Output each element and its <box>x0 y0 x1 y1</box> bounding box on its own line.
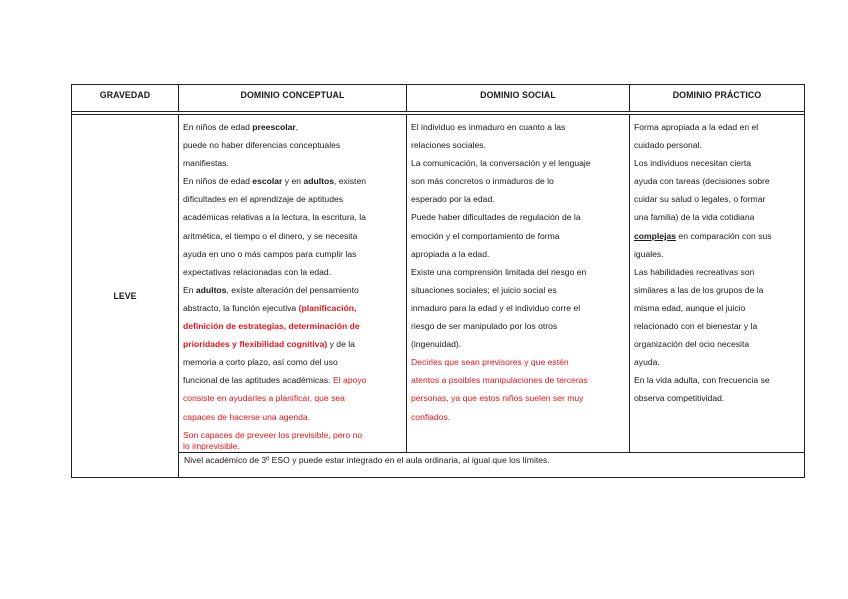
social-line: La comunicación, la conversación y el lenguaje <box>411 158 591 169</box>
header-gravedad: GRAVEDAD <box>72 85 179 112</box>
social-line: Existe una comprensión limitada del riesgo en <box>411 266 587 277</box>
social-line: confiados. <box>411 411 451 422</box>
social-line: emoción y el comportamiento de forma <box>411 230 560 241</box>
conceptual-line: consiste en ayudarles a planificar, que sea <box>183 393 345 404</box>
conceptual-line: memoria a corto plazo, así como del uso <box>183 357 338 368</box>
practico-line: misma edad, aunque el juicio <box>634 302 746 313</box>
practico-line: iguales. <box>634 248 664 259</box>
social-line: El individuo es inmaduro en cuanto a las <box>411 122 566 132</box>
practico-line: Los individuos necesitan cierta <box>634 158 752 169</box>
conceptual-line: dificultades en el aprendizaje de aptitudes <box>183 194 344 205</box>
social-line: relaciones sociales. <box>411 140 486 151</box>
header-dominio-practico: DOMINIO PRÁCTICO <box>630 85 805 112</box>
conceptual-line: En niños de edad preescolar, <box>183 122 299 132</box>
practico-line: ayuda con tareas (decisiones sobre <box>634 176 770 187</box>
conceptual-line: académicas relativas a la lectura, la escritura, la <box>183 212 366 223</box>
conceptual-line: aritmética, el tiempo o el dinero, y se necesita <box>183 230 358 241</box>
social-line: Puede haber dificultades de regulación de la <box>411 212 581 223</box>
conceptual-line: ayuda en uno o más campos para cumplir las <box>183 248 357 259</box>
social-line: riesgo de ser manipulado por los otros <box>411 321 558 332</box>
conceptual-line: definición de estrategias, determinación de <box>183 321 360 332</box>
cell-conceptual <box>179 115 407 453</box>
social-line: atentos a psoibles manipulaciones de terceras <box>411 375 588 386</box>
conceptual-line: abstracto, la función ejecutiva (planificación, <box>183 302 357 313</box>
cell-social <box>407 115 630 453</box>
practico-line: organización del ocio necesita <box>634 339 750 350</box>
conceptual-line: funcional de las aptitudes académicas. El apoyo <box>183 375 367 386</box>
social-line: esperado por la edad. <box>411 194 495 205</box>
conceptual-line: expectativas relacionadas con la edad. <box>183 266 332 277</box>
conceptual-line: prioridades y flexibilidad cognitiva) y de la <box>183 339 355 350</box>
conceptual-line: manifiestas. <box>183 158 229 169</box>
header-row <box>72 85 805 112</box>
conceptual-line: En adultos, existe alteración del pensamiento <box>183 284 359 295</box>
severity-label-leve: LEVE <box>72 115 179 478</box>
header-dominio-social: DOMINIO SOCIAL <box>407 85 630 112</box>
footer-row <box>72 452 805 477</box>
social-line: Decirles que sean previsores y que estén <box>411 357 569 368</box>
social-line: personas, ya que estos niños suelen ser muy <box>411 393 584 404</box>
practico-line: Forma apropiada a la edad en el <box>634 122 759 132</box>
cell-practico <box>630 115 805 453</box>
practico-line: Las habilidades recreativas son <box>634 266 755 277</box>
social-line: son más concretos o inmaduros de lo <box>411 176 554 187</box>
conceptual-line: capaces de hacerse una agenda. <box>183 411 311 422</box>
practico-line: observa competitividad. <box>634 393 725 404</box>
practico-line: una familia) de la vida cotidiana <box>634 212 755 223</box>
conceptual-line: Son capaces de preveer los previsible, pero no <box>183 429 363 440</box>
social-line: inmaduro para la edad y el individuo corre el <box>411 302 581 313</box>
practico-line: complejas en comparación con sus <box>634 230 772 241</box>
social-line: apropiada a la edad. <box>411 248 490 259</box>
practico-line: cuidado personal. <box>634 140 702 151</box>
footer-note: Nivel académico de 3º ESO y puede estar integrado en el aula ordinaria, al igual que los límites. <box>179 452 805 477</box>
practico-line: similares a las de los grupos de la <box>634 284 764 295</box>
practico-line: En la vida adulta, con frecuencia se <box>634 375 770 386</box>
leve-row <box>72 115 805 453</box>
conceptual-line: En niños de edad escolar y en adultos, existen <box>183 176 367 187</box>
practico-line: ayuda. <box>634 357 660 368</box>
practico-line: relacionado con el bienestar y la <box>634 321 758 332</box>
severity-table <box>71 84 805 478</box>
header-dominio-conceptual: DOMINIO CONCEPTUAL <box>179 85 407 112</box>
conceptual-line: lo imprevisible. <box>183 440 240 451</box>
social-line: (ingenuidad). <box>411 339 462 350</box>
social-line: situaciones sociales; el juicio social es <box>411 284 557 295</box>
practico-line: cuidar su salud o legales, o formar <box>634 194 766 205</box>
conceptual-line: puede no haber diferencias conceptuales <box>183 140 341 151</box>
